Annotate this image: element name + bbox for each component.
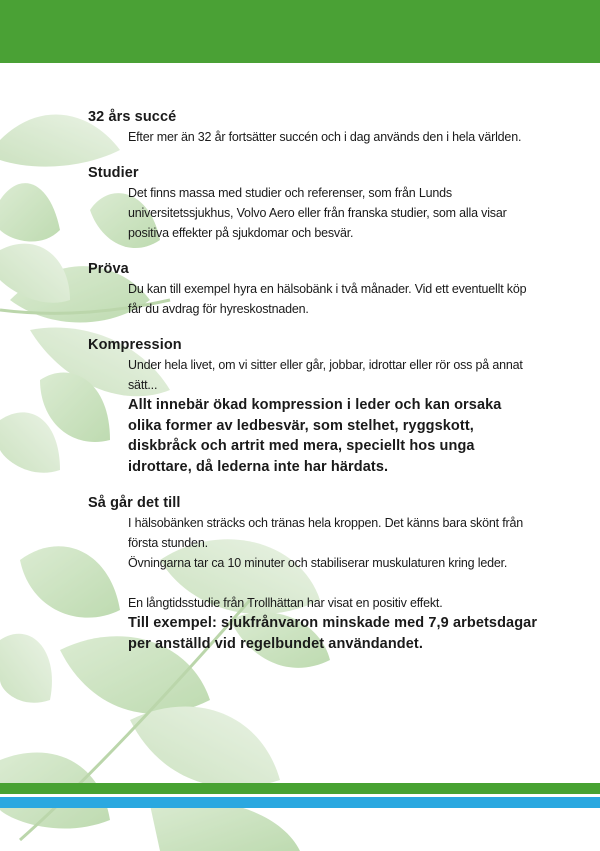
section-paragraph-bold: Allt innebär ökad kompression i leder och kan orsaka olika former av ledbesvär, som stelhet, ryggskott, diskbråck och artrit med mera, speciellt hos unga idrottare, då lederna inte har härdats. — [128, 397, 502, 475]
bottom-green-stripe — [0, 783, 600, 794]
section-paragraph: Övningarna tar ca 10 minuter och stabiliserar muskulaturen kring leder. — [128, 555, 508, 570]
section-paragraph: Under hela livet, om vi sitter eller går, jobbar, idrottar eller rör oss på annat sätt... — [128, 357, 523, 392]
section-heading: Så går det till — [88, 495, 181, 511]
section-heading: 32 års succé — [88, 109, 177, 125]
section-paragraph: Efter mer än 32 år fortsätter succén och i dag används den i hela världen. — [128, 129, 522, 144]
section-prova — [88, 260, 548, 319]
section-heading: Kompression — [88, 337, 182, 353]
section-succe — [88, 108, 548, 147]
section-heading: Studier — [88, 165, 139, 181]
section-heading: Pröva — [88, 261, 129, 277]
section-paragraph: En långtidsstudie från Trollhättan har visat en positiv effekt. — [128, 595, 443, 610]
section-paragraph-bold: Till exempel: sjukfrånvaron minskade med 7,9 arbetsdagar per anställd vid regelbundet användandet. — [128, 615, 538, 652]
section-paragraph: Du kan till exempel hyra en hälsobänk i två månader. Vid ett eventuellt köp får du avdrag för hyreskostnaden. — [128, 281, 527, 316]
section-studier — [88, 164, 548, 243]
main-content — [88, 108, 548, 671]
section-kompression — [88, 336, 548, 477]
paragraph-spacer — [88, 573, 548, 593]
bottom-blue-stripe — [0, 797, 600, 808]
section-paragraph: Det finns massa med studier och referenser, som från Lunds universitetssjukhus, Volvo Aero eller från franska studier, som alla visar positiva effekter på sjukdomar och besvär. — [128, 185, 507, 240]
section-sa-gar-det-till — [88, 494, 548, 654]
section-paragraph: I hälsobänken sträcks och tränas hela kroppen. Det känns bara skönt från första stunden. — [128, 515, 524, 550]
